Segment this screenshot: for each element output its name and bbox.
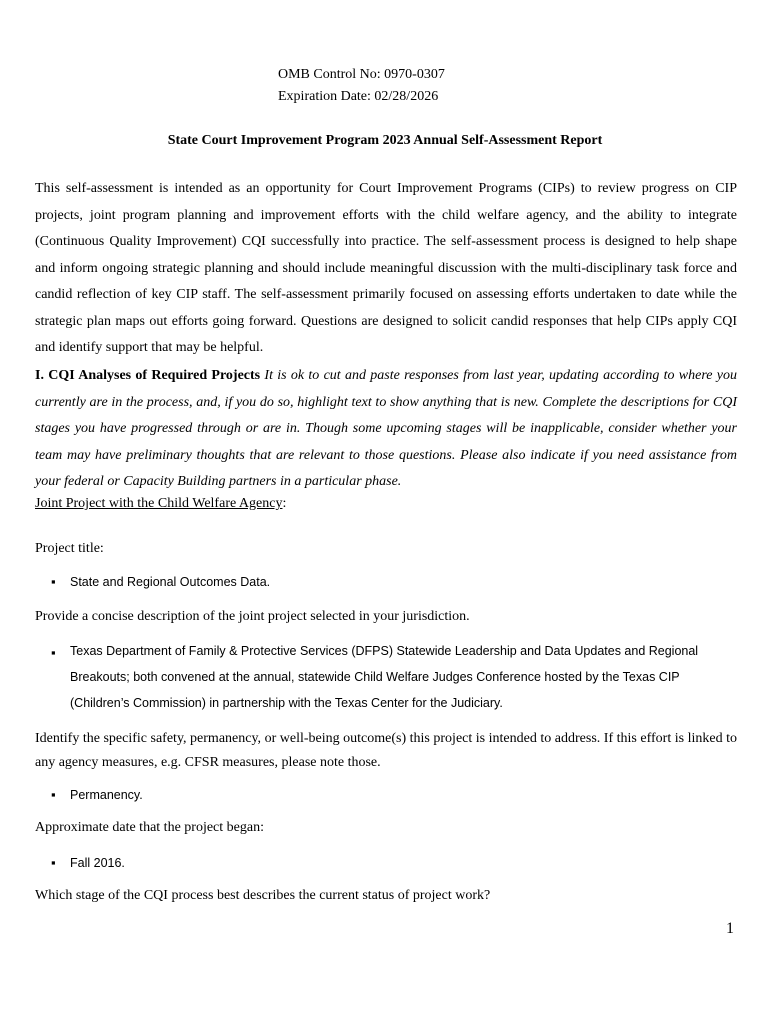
intro-paragraph: This self-assessment is intended as an opportunity for Court Improvement Programs (CIPs) to review progress on CIP projects, joint program planning and improvement efforts with the child welfare agency, and the ability to integrate (Continuous Quality Improvement) CQI successfully into practice. The self-assessment process is designed to help shape and inform ongoing strategic planning and should include meaningful discussion with the multi-disciplinary task force and candid reflection of key CIP staff. The self-assessment primarily focused on assessing efforts undertaken to date while the strategic plan maps out efforts going forward. Questions are designed to solicit candid responses that help CIPs apply CQI and identify support that may be helpful. [35,181,737,355]
section-1-paragraph [35,363,737,496]
joint-project-heading-text: Joint Project with the Child Welfare Agency [35,496,283,511]
bullet-icon: ▪ [51,787,56,802]
question-project-title: Project title: [35,541,104,556]
omb-header [278,64,445,108]
question-outcomes: Identify the specific safety, permanency, or well-being outcome(s) this project is intended to address. If this effort is linked to any agency measures, e.g. CFSR measures, please note those. [35,731,737,770]
heading-colon: : [282,496,287,511]
expiration-date: Expiration Date: 02/28/2026 [278,89,439,104]
question-start-date: Approximate date that the project began: [35,820,264,835]
answer-start-date: Fall 2016. [70,856,125,870]
answer-description: Texas Department of Family & Protective Services (DFPS) Statewide Leadership and Data Updates and Regional Breakouts; both convened at the annual, statewide Child Welfare Judges Conference hosted by the Texas CIP (Children’s Commission) in partnership with the Texas Center for the Judiciary. [70,644,699,710]
bullet-icon: ▪ [51,645,56,660]
omb-control-number: OMB Control No: 0970-0307 [278,67,445,82]
section-1-heading: I. CQI Analyses of Required Projects [35,368,261,383]
section-1-instructions: It is ok to cut and paste responses from last year, updating according to where you currently are in the process, and, if you do so, highlight text to show anything that is new. Complete the descriptions for CQI stages you have progressed through or are in. Though some upcoming stages will be inapplicable, consider whether your team may have preliminary thoughts that are relevant to those questions. Please also indicate if you need assistance from your federal or Capacity Building partners in a particular phase. [35,368,737,489]
bullet-icon: ▪ [51,574,56,589]
page-number: 1 [726,920,734,937]
question-description: Provide a concise description of the joint project selected in your jurisdiction. [35,609,470,624]
report-title: State Court Improvement Program 2023 Annual Self-Assessment Report [167,133,603,148]
question-cqi-stage: Which stage of the CQI process best describes the current status of project work? [35,888,491,903]
joint-project-heading [35,496,286,512]
bullet-icon: ▪ [51,855,56,870]
answer-project-title: State and Regional Outcomes Data. [70,575,271,589]
answer-outcomes: Permanency. [70,788,143,802]
